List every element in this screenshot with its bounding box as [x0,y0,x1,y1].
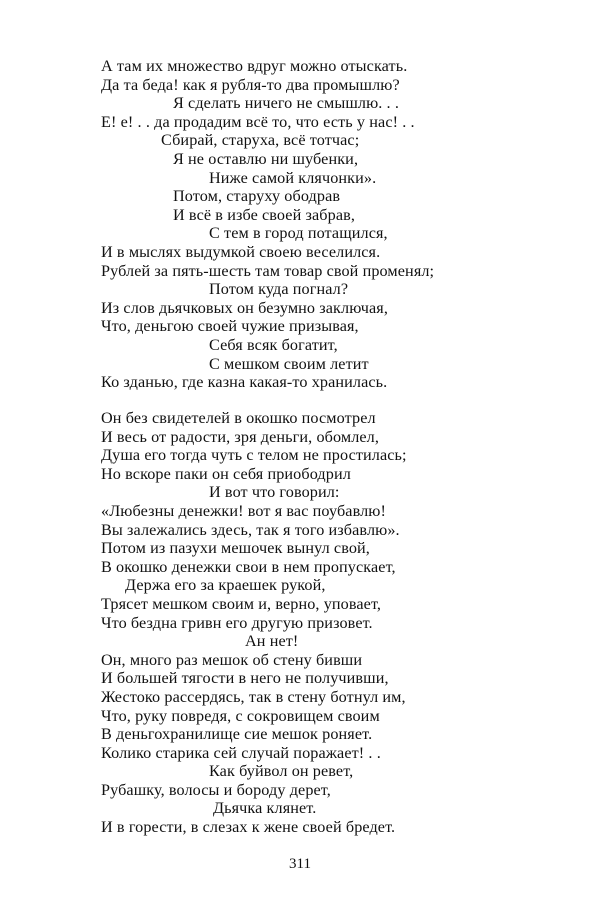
verse-line: И всё в избе своей забрав, [173,205,355,224]
verse-line: Колико старика сей случай поражает! . . [101,743,381,762]
verse-line: Он, много раз мешок об стену бивши [101,650,363,669]
verse-line: Потом, старуху ободрав [173,187,341,206]
verse-line: Держа его за краешек рукой, [125,576,326,595]
verse-line: Как буйвол он ревет, [209,762,354,781]
verse-line: Вы залежались здесь, так я того избавлю». [101,520,400,539]
verse-line: Что, деньгою своей чужие призывая, [101,317,359,336]
verse-line: Е! е! . . да продадим всё то, что есть у нас! . . [101,112,415,131]
verse-line: И весь от радости, зря деньги, обомлел, [101,427,380,446]
verse-line: И большей тягости в него не получивши, [101,669,389,688]
verse-line: С тем в город потащился, [209,224,388,243]
verse-line: Сбирай, старуха, всё тотчас; [161,131,360,150]
verse-line: И в горести, в слезах к жене своей бредет. [101,818,396,837]
poem-stanza-2 [101,409,561,837]
verse-line: Трясет мешком своим и, верно, уповает, [101,594,382,613]
verse-line: Потом куда погнал? [209,280,349,299]
verse-line: С мешком своим летит [209,354,369,373]
verse-line: Душа его тогда чуть с телом не простилась; [101,446,407,465]
verse-line: Потом из пазухи мешочек вынул свой, [101,539,370,558]
poem-stanza-1 [101,57,561,392]
verse-line: Да та беда! как я рубля-то два промышлю? [101,75,400,94]
verse-line: Ко зданью, где казна какая-то хранилась. [101,373,388,392]
verse-line: Из слов дьячковых он безумно заключая, [101,298,388,317]
verse-line: Но вскоре паки он себя приободрил [101,464,351,483]
verse-line: Ниже самой клячонки». [209,168,377,187]
verse-line: Я сделать ничего не смышлю. . . [173,94,399,113]
verse-line: Я не оставлю ни шубенки, [173,149,359,168]
page-number: 311 [289,856,311,872]
verse-line: А там их множество вдруг можно отыскать. [101,57,408,75]
verse-line: «Любезны денежки! вот я вас поубавлю! [101,501,386,520]
verse-line: Рубашку, волосы и бороду дерет, [101,780,331,799]
verse-line: И в мыслях выдумкой своею веселился. [101,242,381,261]
verse-line: В окошко денежки свои в нем пропускает, [101,557,396,576]
verse-line: Рублей за пять-шесть там товар свой променял; [101,261,435,280]
verse-line: Что бездна гривн его другую призовет. [101,613,373,632]
verse-line: И вот что говорил: [209,483,340,502]
verse-line: Дьячка клянет. [213,799,317,818]
verse-line: Он без свидетелей в окошко посмотрел [101,409,376,427]
verse-line: В деньгохранилище сие мешок роняет. [101,725,373,744]
verse-line: Ан нет! [245,632,299,651]
verse-line: Жестоко рассердясь, так в стену ботнул им, [101,687,406,706]
verse-line: Что, руку повредя, с сокровищем своим [101,706,380,725]
verse-line: Себя всяк богатит, [209,335,338,354]
